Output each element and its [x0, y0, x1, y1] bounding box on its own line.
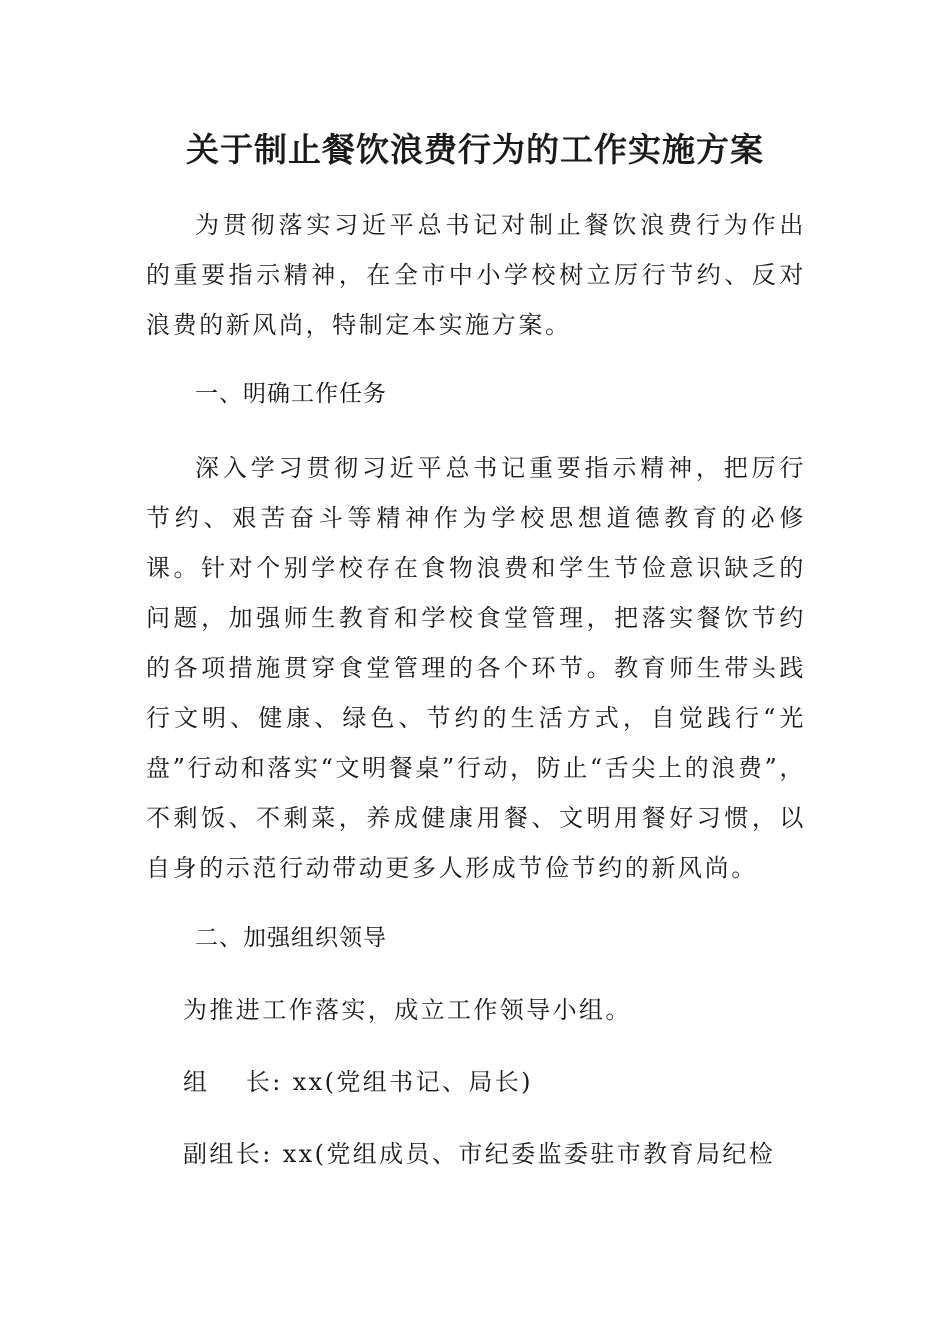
section-paragraph-tasks: 深入学习贯彻习近平总书记重要指示精神，把厉行节约、艰苦奋斗等精神作为学校思想道德教育的必修课。针对个别学校存在食物浪费和学生节俭意识缺乏的问题，加强师生教育和学校食堂管理，把落实餐饮节约的各项措施贯穿食堂管理的各个环节。教育师生带头践行文明、健康、绿色、节约的生活方式，自觉践行“光盘”行动和落实“文明餐桌”行动，防止“舌尖上的浪费”，不剩饭、不剩菜，养成健康用餐、文明用餐好习惯，以自身的示范行动带动更多人形成节俭节约的新风尚。 — [146, 454, 806, 882]
intro-paragraph: 为贯彻落实习近平总书记对制止餐饮浪费行为作出的重要指示精神，在全市中小学校树立厉行节约、反对浪费的新风尚，特制定本实施方案。 — [146, 211, 806, 339]
document-title: 关于制止餐饮浪费行为的工作实施方案 — [186, 130, 764, 169]
leadership-line-leader: 组 长: xx(党组书记、局长) — [183, 1068, 533, 1096]
section-heading-tasks: 一、明确工作任务 — [195, 381, 387, 407]
leadership-line-group: 为推进工作落实，成立工作领导小组。 — [183, 996, 632, 1024]
section-heading-leadership: 二、加强组织领导 — [195, 925, 387, 951]
leadership-line-deputy: 副组长: xx(党组成员、市纪委监委驻市教育局纪检 — [183, 1140, 776, 1168]
